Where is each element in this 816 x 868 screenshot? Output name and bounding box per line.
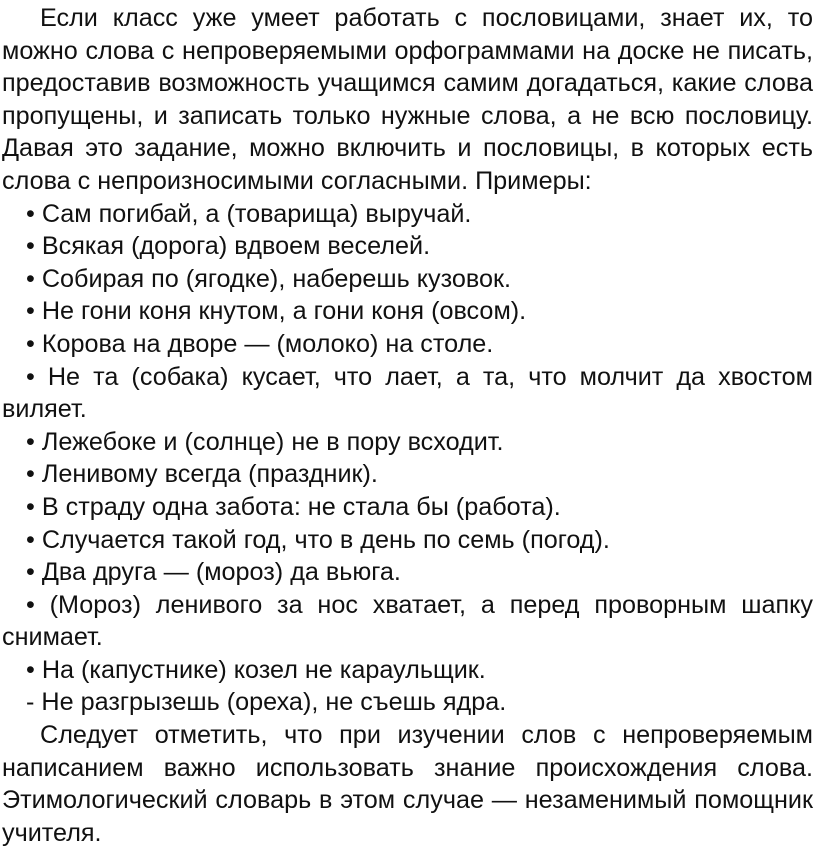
proverb-example: • На (капустнике) козел не караульщик. <box>26 655 486 684</box>
proverb-example: - Не разгрызешь (ореха), не съешь ядра. <box>26 688 507 717</box>
proverb-example: • Сам погибай, а (товарища) выручай. <box>26 199 472 228</box>
proverb-example: • Всякая (дорога) вдвоем веселей. <box>26 232 431 261</box>
proverb-example: • (Мороз) ленивого за нос хватает, а перед проворным шапку снимает. <box>2 590 813 652</box>
intro-paragraph: Если класс уже умеет работать с пословицами, знает их, то можно слова с непроверяемыми орфограммами на доске не писать, предоставив возможность учащимся самим догадаться, какие слова пропущены, и записать только нужные слова, а не всю пословицу. Давая это задание, можно включить и пословицы, в которых есть слова с непроизносимыми согласными. Примеры: <box>2 4 813 195</box>
proverb-example: • Не та (собака) кусает, что лает, а та, что молчит да хвостом виляет. <box>2 362 813 424</box>
proverb-example: • Корова на дворе — (молоко) на столе. <box>26 329 494 358</box>
conclusion-paragraph: Следует отметить, что при изучении слов с непроверяемым написанием важно использовать знание происхождения слова. Этимологический словарь в этом случае — незаменимый помощник учителя. <box>2 721 813 847</box>
proverb-example: • Собирая по (ягодке), наберешь кузовок. <box>26 264 512 293</box>
proverb-example: • Случается такой год, что в день по семь (погод). <box>26 525 610 554</box>
proverb-example: • Лежебоке и (солнце) не в пору всходит. <box>26 427 504 456</box>
proverb-example: • Ленивому всегда (праздник). <box>26 460 378 489</box>
proverb-example: • Не гони коня кнутом, а гони коня (овсом). <box>26 297 527 326</box>
proverb-example: • Два друга — (мороз) да вьюга. <box>26 558 401 587</box>
proverb-example: • В страду одна забота: не стала бы (работа). <box>26 492 561 521</box>
